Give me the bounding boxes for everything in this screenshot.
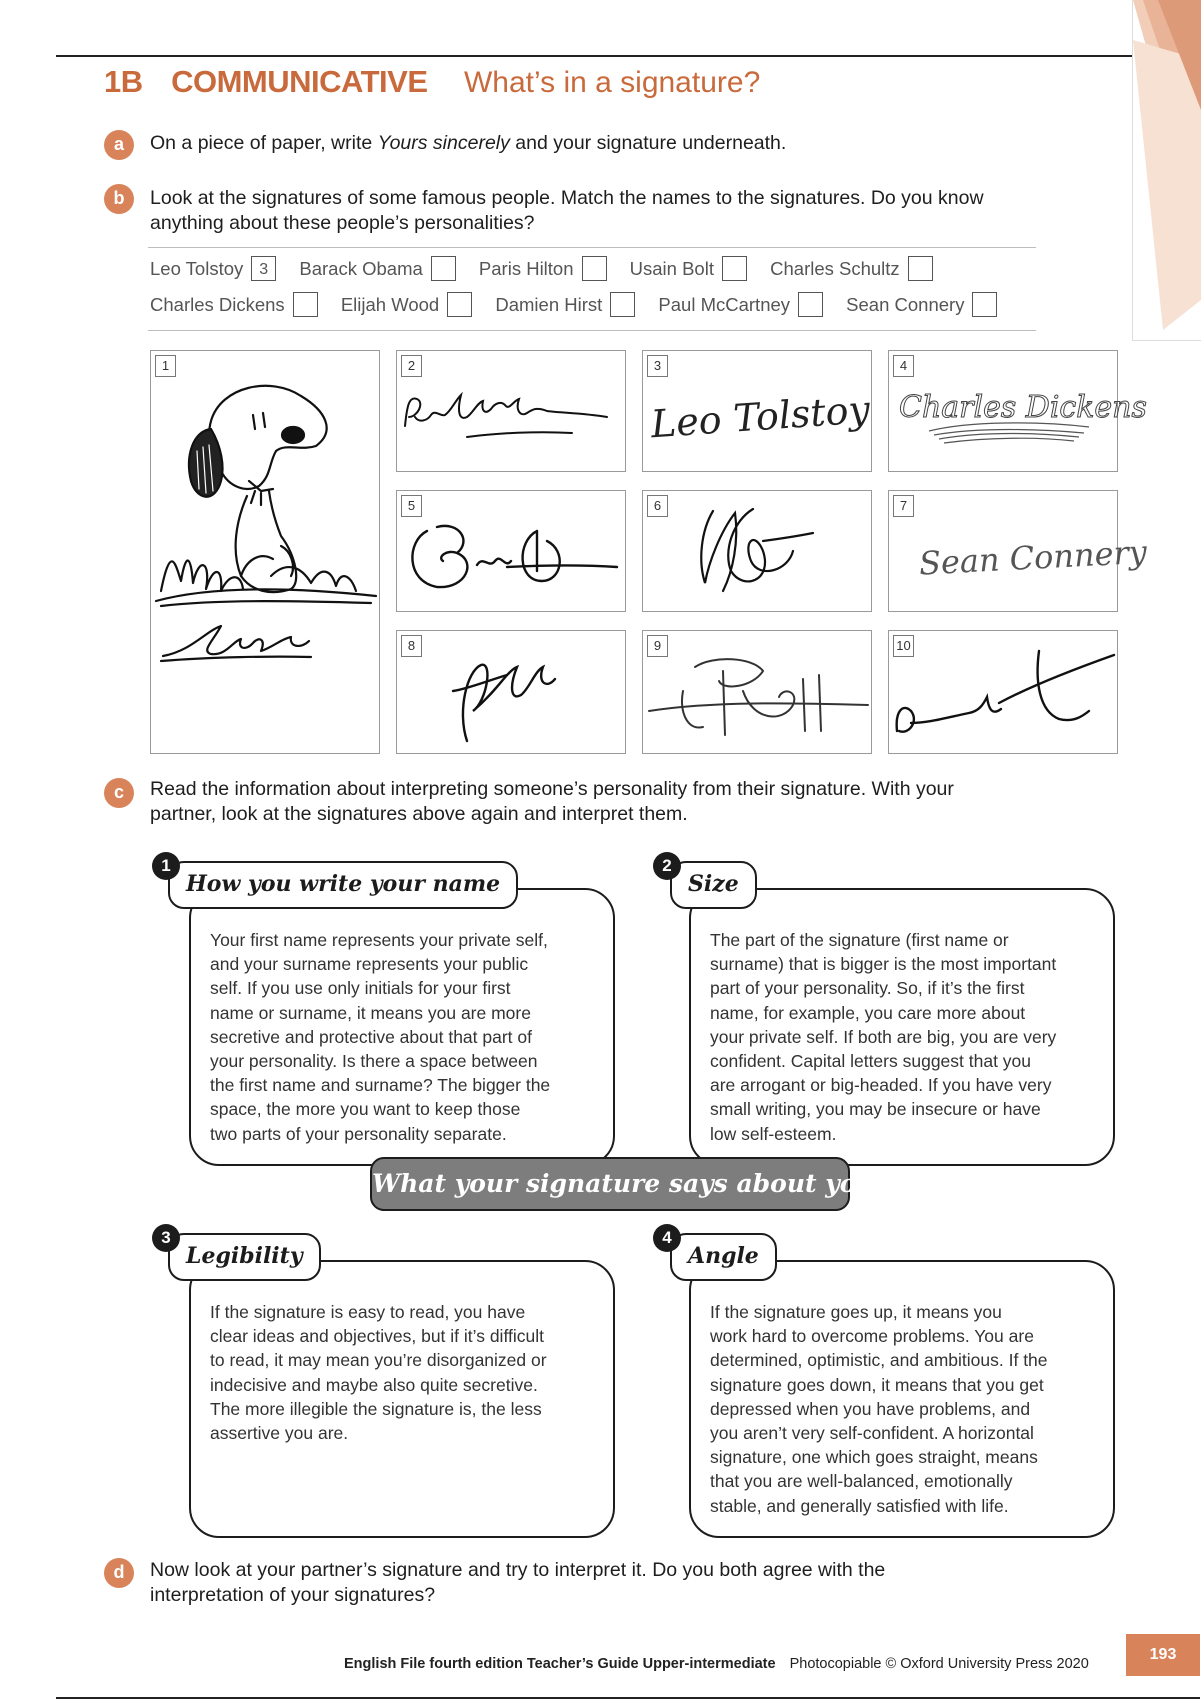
info-line: self. If you use only initials for your first — [210, 978, 511, 999]
signature-2-scribble — [397, 351, 627, 473]
signature-card-2 — [396, 350, 626, 472]
signature-card-5 — [396, 490, 626, 612]
unit-code: 1B — [104, 64, 143, 99]
step-b-badge: b — [104, 184, 134, 214]
signature-card-1 — [150, 350, 380, 754]
step-c-badge: c — [104, 778, 134, 808]
step-a-text-end: and your signature underneath. — [509, 132, 787, 154]
name-label: Paul McCartney — [658, 293, 791, 315]
signature-number: 9 — [647, 635, 668, 657]
signature-number: 4 — [893, 355, 914, 377]
names-rule-top — [148, 247, 1036, 248]
names-row-1 — [150, 256, 951, 286]
signature-4-text: Charles Dickens — [899, 390, 1147, 425]
info-line: your personality. Is there a space between — [210, 1051, 538, 1072]
info-box-name-heading: How you write your name — [168, 861, 518, 909]
signature-4-graphic — [889, 351, 1147, 473]
step-c-line-1: Read the information about interpreting someone’s personality from their signature. With your — [150, 778, 954, 800]
answer-box[interactable] — [722, 256, 747, 281]
snoopy-drawing — [151, 351, 381, 755]
name-item — [770, 256, 933, 281]
answer-box[interactable] — [293, 292, 318, 317]
signature-card-8 — [396, 630, 626, 754]
info-box-angle-text — [710, 1300, 1048, 1518]
name-label: Barack Obama — [299, 257, 423, 279]
info-line: Your first name represents your private self, — [210, 930, 548, 950]
names-row-2 — [150, 292, 1015, 322]
info-box-angle-heading: Angle — [670, 1233, 777, 1281]
signature-number: 7 — [893, 495, 914, 517]
signature-9-scribble — [643, 631, 873, 755]
signature-banner: What your signature says about you — [370, 1157, 850, 1211]
info-box-size-heading: Size — [670, 861, 757, 909]
signature-number: 6 — [647, 495, 668, 517]
info-line: small writing, you may be insecure or have — [710, 1099, 1041, 1120]
info-line: the first name and surname? The bigger the — [210, 1075, 551, 1096]
signature-10-scribble — [889, 631, 1119, 755]
info-line: If the signature goes up, it means you — [710, 1302, 1002, 1322]
info-line: The more illegible the signature is, the less — [210, 1398, 542, 1419]
info-box-4-number: 4 — [653, 1224, 681, 1252]
info-line: clear ideas and objectives, but if it’s difficult — [210, 1326, 544, 1347]
answer-box[interactable] — [972, 292, 997, 317]
page-title: What’s in a signature? — [463, 66, 761, 99]
step-c-line-2: partner, look at the signatures above again and interpret them. — [150, 803, 688, 825]
answer-box[interactable] — [798, 292, 823, 317]
name-item — [846, 292, 997, 317]
info-line: are arrogant or big-headed. If you have very — [710, 1075, 1052, 1096]
info-line: indecisive and maybe also quite secretive. — [210, 1374, 538, 1395]
signature-number: 1 — [155, 355, 176, 377]
info-box-legibility-text — [210, 1300, 547, 1445]
info-line: name, for example, you care more about — [710, 1002, 1026, 1023]
name-label: Charles Schultz — [770, 257, 900, 279]
step-b-line-1: Look at the signatures of some famous people. Match the names to the signatures. Do you know — [150, 187, 984, 209]
footer — [344, 1656, 1089, 1672]
name-label: Damien Hirst — [495, 293, 603, 315]
top-rule — [56, 55, 1132, 57]
info-line: stable, and generally satisfied with life. — [710, 1495, 1009, 1516]
info-line: determined, optimistic, and ambitious. If the — [710, 1350, 1048, 1371]
name-label: Leo Tolstoy — [150, 257, 244, 279]
answer-box[interactable] — [582, 256, 607, 281]
unit-category: COMMUNICATIVE — [171, 64, 428, 99]
info-line: your private self. If both are big, you are very — [710, 1026, 1057, 1047]
corner-decoration-graphic — [1133, 0, 1201, 340]
step-a-text-italic: Yours sincerely — [377, 132, 510, 154]
info-line: part of your personality. So, if it’s the first — [710, 978, 1025, 999]
name-item — [630, 256, 747, 281]
info-line: low self-esteem. — [710, 1123, 837, 1144]
info-line: If the signature is easy to read, you have — [210, 1302, 526, 1322]
info-line: signature, one which goes straight, means — [710, 1447, 1038, 1468]
signature-card-10 — [888, 630, 1118, 754]
info-line: and your surname represents your public — [210, 954, 529, 975]
info-line: that you are well-balanced, emotionally — [710, 1471, 1013, 1492]
name-item — [479, 256, 607, 281]
info-line: to read, it may mean you’re disorganized or — [210, 1350, 547, 1371]
signature-number: 5 — [401, 495, 422, 517]
info-line: assertive you are. — [210, 1423, 349, 1444]
signature-number: 10 — [893, 635, 914, 657]
info-box-name-text — [210, 928, 550, 1146]
step-c-text — [150, 777, 954, 827]
step-a-badge: a — [104, 130, 134, 160]
info-box-2-number: 2 — [653, 852, 681, 880]
signature-number: 2 — [401, 355, 422, 377]
names-rule-bottom — [148, 330, 1036, 331]
step-d-line-2: interpretation of your signatures? — [150, 1584, 436, 1606]
info-line: space, the more you want to keep those — [210, 1099, 521, 1120]
answer-box[interactable] — [431, 256, 456, 281]
answer-box[interactable] — [610, 292, 635, 317]
signature-7-text: Sean Connery — [918, 532, 1148, 583]
step-d-line-1: Now look at your partner’s signature and try to interpret it. Do you both agree with the — [150, 1559, 886, 1581]
name-item — [341, 292, 472, 317]
signature-card-7 — [888, 490, 1148, 612]
step-a-text — [150, 131, 786, 156]
step-d-text — [150, 1558, 885, 1608]
signature-3-graphic — [643, 351, 873, 473]
signature-3-text: Leo Tolstoy — [649, 387, 872, 447]
page-number: 193 — [1126, 1634, 1200, 1676]
name-item — [495, 292, 635, 317]
step-a-text-start: On a piece of paper, write — [150, 132, 378, 154]
signature-8-scribble — [397, 631, 627, 755]
signature-card-4 — [888, 350, 1147, 472]
info-line: The part of the signature (first name or — [710, 930, 1009, 950]
info-line: depressed when you have problems, and — [710, 1398, 1031, 1419]
info-line: two parts of your personality separate. — [210, 1123, 507, 1144]
bottom-rule — [56, 1697, 1200, 1699]
answer-box[interactable] — [447, 292, 472, 317]
signature-card-9 — [642, 630, 872, 754]
name-item — [150, 256, 276, 281]
step-d-badge: d — [104, 1558, 134, 1588]
signature-5-scribble — [397, 491, 627, 613]
answer-box[interactable] — [908, 256, 933, 281]
name-item — [150, 292, 318, 317]
info-box-1-number: 1 — [152, 852, 180, 880]
info-line: surname) that is bigger is the most important — [710, 954, 1057, 975]
footer-copyright: Photocopiable © Oxford University Press 2020 — [789, 1656, 1089, 1672]
info-line: signature goes down, it means that you get — [710, 1374, 1044, 1395]
signature-card-3 — [642, 350, 872, 472]
info-line: work hard to overcome problems. You are — [710, 1326, 1034, 1347]
footer-book-title: English File fourth edition Teacher’s Guide Upper-intermediate — [344, 1656, 776, 1672]
info-box-legibility-heading: Legibility — [168, 1233, 321, 1281]
name-label: Usain Bolt — [629, 257, 714, 279]
name-label: Charles Dickens — [150, 293, 285, 315]
info-line: confident. Capital letters suggest that you — [710, 1051, 1032, 1072]
signature-number: 8 — [401, 635, 422, 657]
step-b-text — [150, 186, 984, 236]
info-line: secretive and protective about that part of — [210, 1026, 532, 1047]
name-label: Paris Hilton — [478, 257, 574, 279]
name-item — [299, 256, 455, 281]
corner-decoration — [1132, 0, 1201, 341]
signature-6-scribble — [643, 491, 873, 613]
info-box-3-number: 3 — [152, 1224, 180, 1252]
info-line: you aren’t very self-confident. A horizontal — [710, 1423, 1034, 1444]
info-box-size-text — [710, 928, 1056, 1146]
name-item — [658, 292, 823, 317]
name-label: Elijah Wood — [340, 293, 440, 315]
name-label: Sean Connery — [846, 293, 965, 315]
answer-box[interactable]: 3 — [251, 256, 276, 281]
page-heading — [104, 64, 760, 108]
signature-card-6 — [642, 490, 872, 612]
step-b-line-2: anything about these people’s personalities? — [150, 212, 535, 234]
signature-7-graphic — [889, 491, 1148, 613]
signature-number: 3 — [647, 355, 668, 377]
info-line: name or surname, it means you are more — [210, 1002, 531, 1023]
